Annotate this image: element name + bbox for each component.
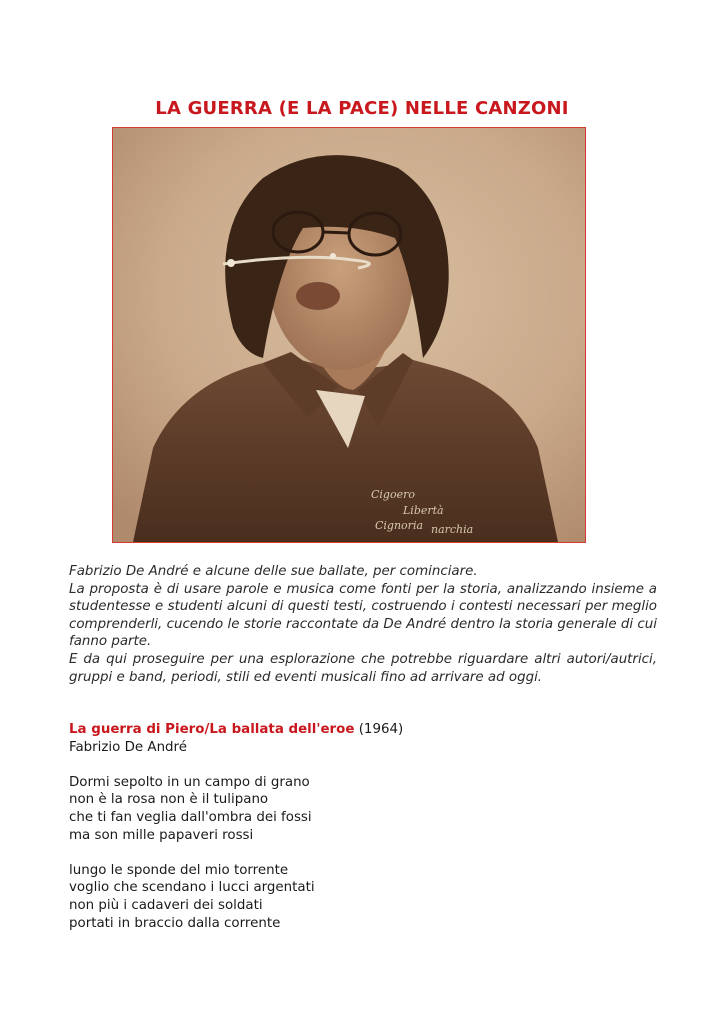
- lyrics-line: portati in braccio dalla corrente: [69, 915, 281, 931]
- lips: [296, 282, 340, 310]
- song-section: [69, 721, 629, 932]
- lyrics-line: ma son mille papaveri rossi: [69, 827, 254, 843]
- lyrics-line: non è la rosa non è il tulipano: [69, 792, 269, 808]
- song-author: Fabrizio De André: [69, 739, 188, 755]
- shirt-text-2: Libertà: [403, 504, 444, 517]
- shirt-text-3: Cignoria: [375, 519, 424, 532]
- intro-paragraph: Fabrizio De André e alcune delle sue ballate, per cominciare.: [69, 564, 478, 579]
- glasses-bridge: [323, 232, 349, 233]
- lyrics-line: lungo le sponde del mio torrente: [69, 862, 289, 878]
- lyrics-line: non più i cadaveri dei soldati: [69, 897, 263, 913]
- flower-bud: [227, 259, 235, 267]
- lyrics-line: voglio che scendano i lucci argentati: [69, 880, 315, 896]
- lyrics-line: Dormi sepolto in un campo di grano: [69, 774, 310, 790]
- portrait-photo-icon: [113, 128, 585, 542]
- intro-paragraph: E da qui proseguire per una esplorazione che potrebbe riguardare altri autori/autrici, gruppi e band, periodi, stili ed eventi musicali fino ad arrivare ad oggi.: [69, 651, 657, 685]
- shirt-text-1: Cigoero: [371, 488, 415, 501]
- song-year: (1964): [358, 722, 404, 737]
- intro-text: [69, 563, 657, 686]
- song-title: La guerra di Piero/La ballata dell'eroe: [69, 722, 355, 737]
- intro-paragraph: La proposta è di usare parole e musica come fonti per la storia, analizzando insieme a studentesse e studenti alcuni di questi testi, costruendo i contesti necessari per meglio comprenderli, cucendo le storie raccontate da De André dentro la storia generale di cui fanno parte.: [69, 581, 657, 650]
- lyrics-stanza: [69, 774, 629, 844]
- shirt-text-4: narchia: [431, 523, 474, 536]
- lyrics-stanza: [69, 862, 629, 932]
- song-heading: [69, 721, 629, 739]
- portrait-photo: [112, 127, 586, 543]
- lyrics-line: che ti fan veglia dall'ombra dei fossi: [69, 809, 312, 825]
- document-title: LA GUERRA (E LA PACE) NELLE CANZONI: [155, 98, 569, 120]
